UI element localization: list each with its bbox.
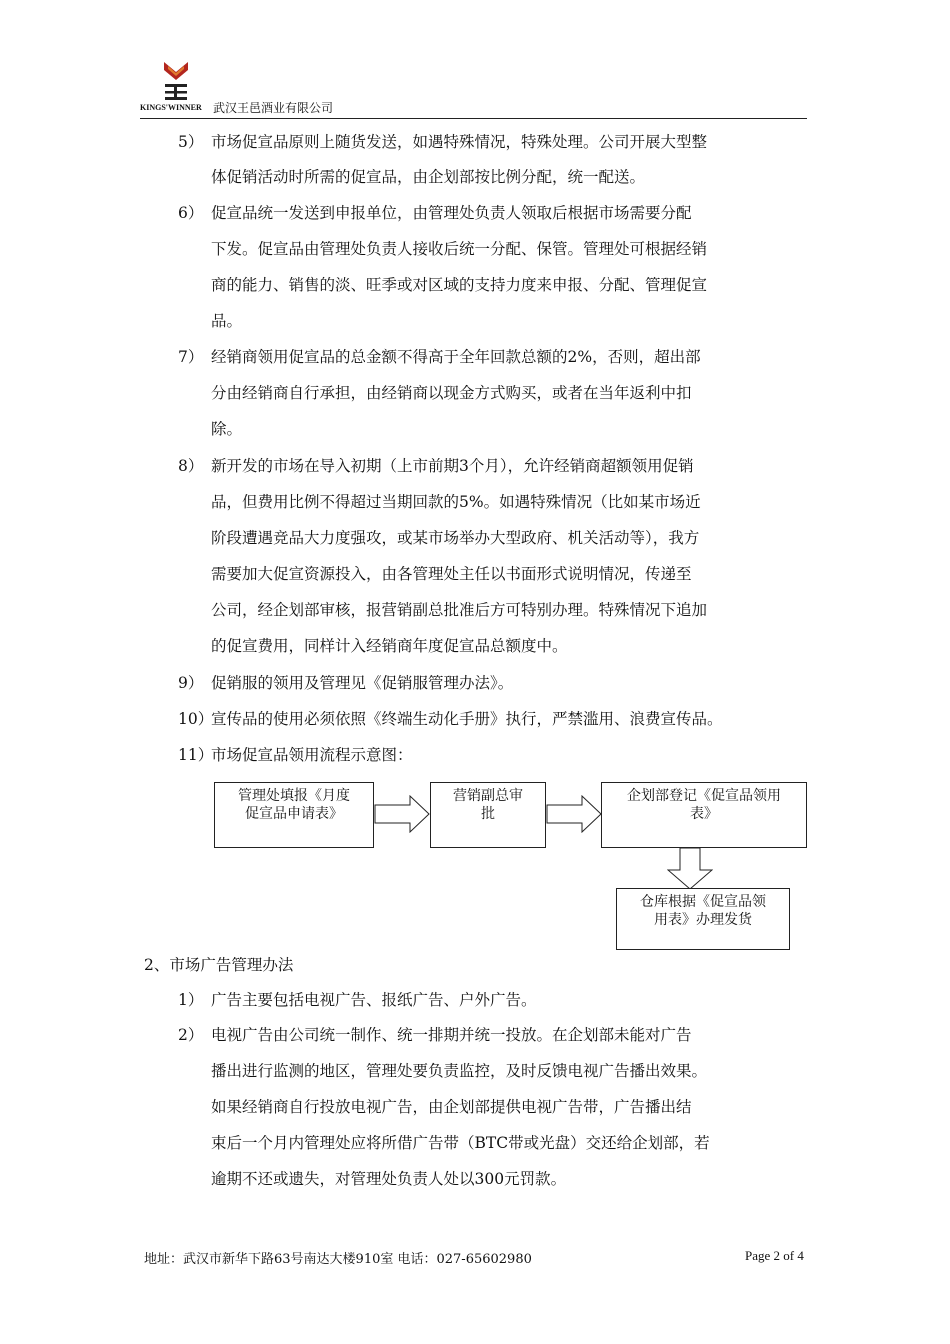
- flow-arrow-right-icon: [546, 795, 602, 833]
- flow-box-apply: [214, 782, 374, 848]
- item-line: 经销商领用促宣品的总金额不得高于全年回款总额的2%，否则，超出部: [211, 348, 701, 366]
- flow-box-approve: [430, 782, 546, 848]
- item-line: 促宣品统一发送到申报单位，由管理处负责人领取后根据市场需要分配: [211, 204, 692, 222]
- item-line: 品，但费用比例不得超过当期回款的5%。如遇特殊情况（比如某市场近: [211, 493, 701, 511]
- item-line: 的促宣费用，同样计入经销商年度促宣品总额度中。: [211, 637, 568, 655]
- item-number: 9）: [178, 674, 204, 692]
- company-name: 武汉王邑酒业有限公司: [213, 101, 334, 115]
- item-line: 如果经销商自行投放电视广告，由企划部提供电视广告带，广告播出结: [211, 1098, 692, 1116]
- flow-box-text: 表》: [690, 806, 718, 822]
- item-line: 体促销活动时所需的促宣品，由企划部按比例分配，统一配送。: [211, 168, 646, 186]
- item-line: 阶段遭遇竞品大力度强攻，或某市场举办大型政府、机关活动等），我方: [211, 529, 700, 547]
- item-line: 分由经销商自行承担，由经销商以现金方式购买，或者在当年返利中扣: [211, 384, 692, 402]
- item-line: 品。: [211, 312, 243, 330]
- item-line: 宣传品的使用必须依照《终端生动化手册》执行，严禁滥用、浪费宣传品。: [211, 710, 723, 728]
- item-number: 5）: [178, 133, 204, 151]
- flow-arrow-right-icon: [374, 795, 430, 833]
- item-line: 新开发的市场在导入初期（上市前期3个月），允许经销商超额领用促销: [211, 457, 694, 475]
- item-line: 公司，经企划部审核，报营销副总批准后方可特别办理。特殊情况下追加: [211, 601, 708, 619]
- flow-box-register: [601, 782, 807, 848]
- item-line: 逾期不还或遗失，对管理处负责人处以300元罚款。: [211, 1170, 567, 1188]
- header-divider: [140, 118, 807, 119]
- flow-box-text: 批: [481, 806, 495, 822]
- item-line: 市场促宣品领用流程示意图：: [211, 746, 413, 764]
- flow-box-text: 用表》办理发货: [654, 912, 752, 928]
- item-number: 11）: [178, 746, 214, 764]
- item-number: 10）: [178, 710, 214, 728]
- item-number: 6）: [178, 204, 204, 222]
- item-line: 商的能力、销售的淡、旺季或对区域的支持力度来申报、分配、管理促宣: [211, 276, 708, 294]
- flow-box-text: 企划部登记《促宣品领用: [627, 788, 781, 804]
- page-number: Page 2 of 4: [745, 1248, 804, 1263]
- company-logo-icon: [162, 60, 190, 102]
- flow-box-text: 营销副总审: [453, 788, 523, 804]
- item-number: 7）: [178, 348, 204, 366]
- flow-box-text: 仓库根据《促宣品领: [640, 894, 766, 910]
- item-line: 市场促宣品原则上随货发送，如遇特殊情况，特殊处理。公司开展大型整: [211, 133, 708, 151]
- flow-box-ship: [616, 888, 790, 950]
- section-heading: 2、市场广告管理办法: [144, 956, 294, 974]
- item-number: 1）: [178, 991, 204, 1009]
- flow-arrow-down-icon: [667, 848, 713, 890]
- flow-box-text: 管理处填报《月度: [238, 788, 350, 804]
- logo-text: KINGS'WINNER: [140, 103, 202, 112]
- item-number: 2）: [178, 1026, 204, 1044]
- item-line: 促销服的领用及管理见《促销服管理办法》。: [211, 674, 514, 692]
- item-line: 播出进行监测的地区，管理处要负责监控，及时反馈电视广告播出效果。: [211, 1062, 708, 1080]
- item-line: 下发。促宣品由管理处负责人接收后统一分配、保管。管理处可根据经销: [211, 240, 708, 258]
- item-line: 需要加大促宣资源投入，由各管理处主任以书面形式说明情况，传递至: [211, 565, 692, 583]
- item-number: 8）: [178, 457, 204, 475]
- item-line: 束后一个月内管理处应将所借广告带（BTC带或光盘）交还给企划部，若: [211, 1134, 710, 1152]
- item-line: 除。: [211, 420, 243, 438]
- footer-address: 地址：武汉市新华下路63号南达大楼910室 电话：027-65602980: [144, 1252, 532, 1267]
- item-line: 电视广告由公司统一制作、统一排期并统一投放。在企划部未能对广告: [211, 1026, 692, 1044]
- item-line: 广告主要包括电视广告、报纸广告、户外广告。: [211, 991, 537, 1009]
- flow-box-text: 促宣品申请表》: [245, 806, 343, 822]
